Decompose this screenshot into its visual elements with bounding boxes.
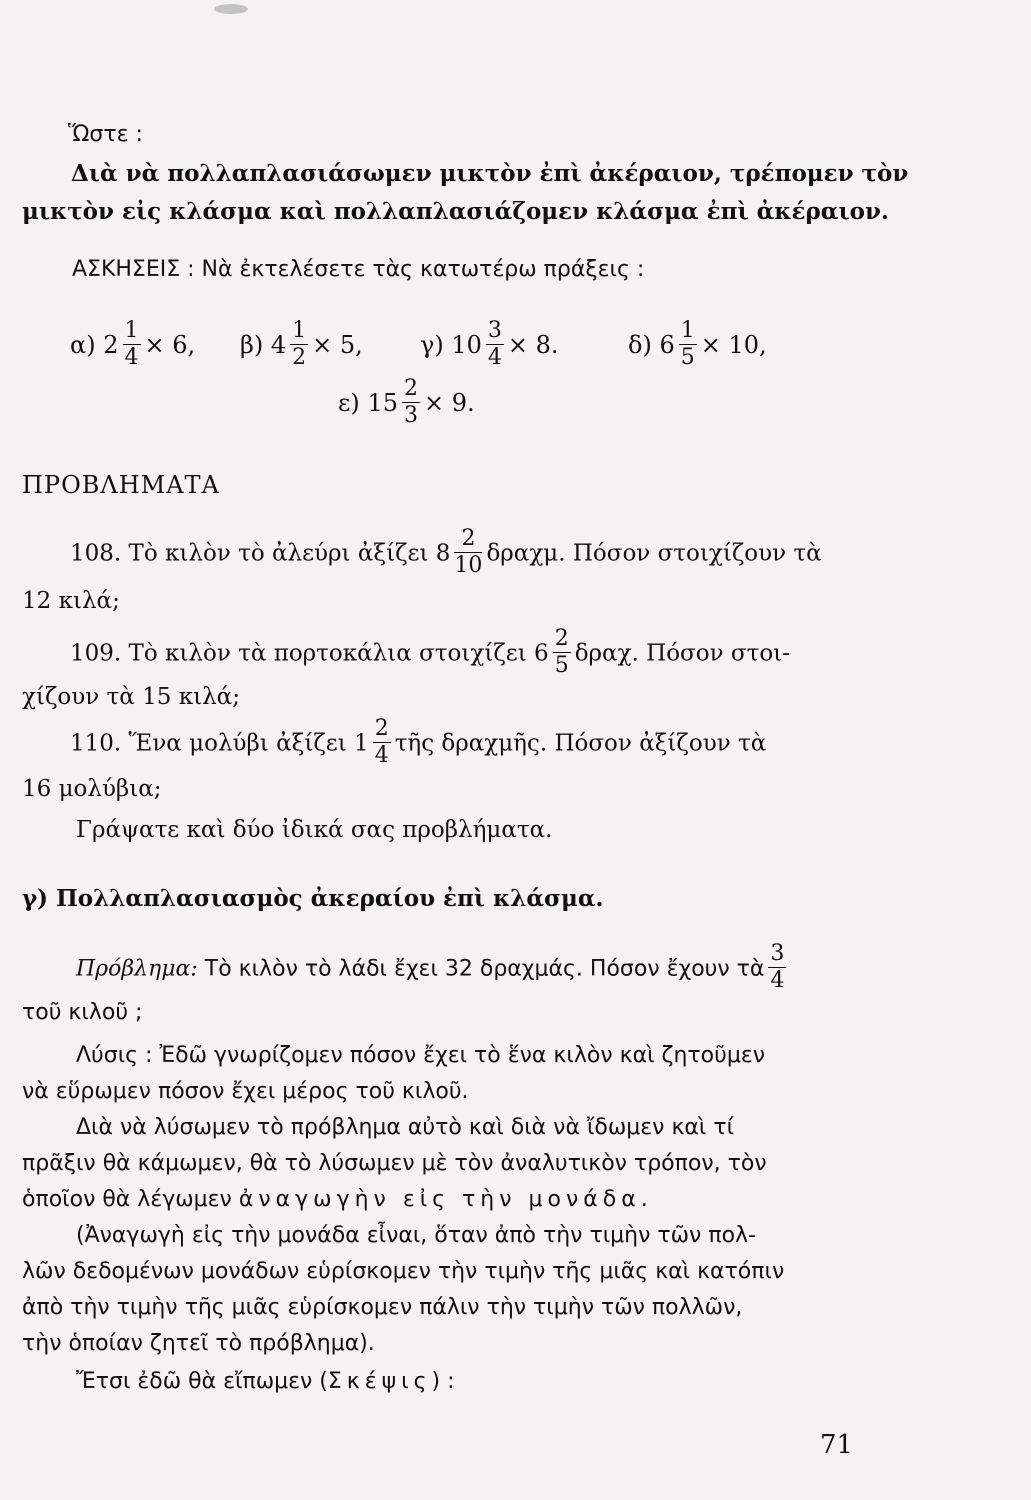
problem-text: δραχ. Πόσον στοι-	[574, 640, 790, 667]
spaced-term: Σκέψις	[327, 1369, 432, 1394]
exercise-item-a	[70, 318, 196, 371]
problem-text: 110. Ἕνα μολύβι ἀξίζει 1	[70, 730, 369, 757]
write-own-problems: Γράψατε καὶ δύο ἰδικά σας προβλήματα.	[76, 817, 553, 843]
item-label: γ)	[420, 331, 444, 359]
problem-fraction	[553, 628, 571, 677]
item-fraction	[123, 320, 141, 369]
problem-fraction	[768, 943, 786, 992]
item-whole: 4	[270, 331, 287, 359]
item-label: α)	[70, 331, 96, 359]
fraction-numerator: 3	[770, 941, 785, 966]
solution-text: ) :	[431, 1369, 455, 1394]
rule-line-1: Διὰ νὰ πολλαπλασιάσωμεν μικτὸν ἐπὶ ἀκέραιον, τρέπομεν τὸν	[71, 160, 909, 187]
exercise-item-d	[628, 318, 767, 371]
fraction-numerator: 3	[487, 318, 502, 343]
item-label: β)	[240, 331, 264, 359]
fraction-numerator: 1	[124, 318, 139, 343]
fraction-numerator: 2	[403, 376, 418, 401]
fraction-denominator: 10	[454, 553, 483, 578]
exercises-line	[72, 257, 644, 282]
fraction-denominator: 2	[292, 345, 307, 370]
fraction-numerator: 1	[680, 318, 695, 343]
problem-text: δραχμ. Πόσον στοιχίζουν τὰ	[486, 540, 822, 567]
item-fraction	[486, 320, 504, 369]
fraction-numerator: 1	[292, 318, 307, 343]
fraction-denominator: 5	[554, 653, 569, 678]
item-rest: × 10,	[700, 331, 767, 359]
item-label: δ)	[628, 331, 652, 359]
solution-line-6: (Ἀναγωγὴ εἰς τὴν μονάδα εἶναι, ὅταν ἀπὸ τὴν τιμὴν τῶν πολ-	[76, 1223, 756, 1248]
problem-109-line-1	[70, 626, 790, 679]
item-whole: 10	[451, 331, 482, 359]
fraction-denominator: 4	[374, 743, 389, 768]
problem-110-line-1	[70, 716, 767, 769]
solution-line-2: νὰ εὕρωμεν πόσον ἔχει μέρος τοῦ κιλοῦ.	[22, 1079, 469, 1104]
exercise-item-b	[240, 318, 363, 371]
solution-line-8: ἀπὸ τὴν τιμὴν τῆς μιᾶς εὑρίσκομεν πάλιν τὴν τιμὴν τῶν πολλῶν,	[22, 1295, 743, 1320]
fraction-denominator: 4	[487, 345, 502, 370]
fraction-numerator: 2	[374, 716, 389, 741]
solution-line-4: πρᾶξιν θὰ κάμωμεν, θὰ τὸ λύσωμεν μὲ τὸν ἀναλυτικὸν τρόπον, τὸν	[22, 1151, 767, 1176]
exercises-instruction: Νὰ ἐκτελέσετε τὰς κατωτέρω πράξεις :	[201, 257, 645, 282]
exercises-label: ΑΣΚΗΣΕΙΣ :	[72, 257, 195, 282]
section-title: γ) Πολλαπλασιασμὸς ἀκεραίου ἐπὶ κλάσμα.	[22, 885, 604, 912]
item-whole: 15	[367, 389, 398, 417]
fraction-denominator: 4	[124, 345, 139, 370]
problem-text: 108. Τὸ κιλὸν τὸ ἀλεύρι ἀξίζει 8	[70, 540, 451, 567]
page-number: 71	[820, 1430, 854, 1460]
fraction-denominator: 4	[770, 968, 785, 993]
solution-line-3: Διὰ νὰ λύσωμεν τὸ πρόβλημα αὐτὸ καὶ διὰ νὰ ἴδωμεν καὶ τί	[76, 1115, 735, 1140]
problem-line-1	[76, 941, 790, 994]
solution-line-7: λῶν δεδομένων μονάδων εὑρίσκομεν τὴν τιμὴν τῆς μιᾶς καὶ κατόπιν	[22, 1259, 785, 1284]
ink-smudge	[214, 4, 248, 14]
item-whole: 6	[659, 331, 675, 359]
item-rest: × 6,	[144, 331, 196, 359]
solution-line-9: τὴν ὁποίαν ζητεῖ τὸ πρόβλημα).	[22, 1331, 375, 1356]
item-whole: 2	[103, 331, 119, 359]
exercise-item-c	[420, 318, 559, 371]
wste-label: Ὥστε :	[68, 122, 143, 147]
problem-text: 109. Τὸ κιλὸν τὰ πορτοκάλια στοιχίζει 6	[70, 640, 549, 667]
problem-109-line-2: χίζουν τὰ 15 κιλά;	[22, 684, 240, 710]
problem-text: τῆς δραχμῆς. Πόσον ἀξίζουν τὰ	[394, 730, 767, 757]
solution-line-10	[76, 1369, 455, 1394]
item-rest: × 8.	[507, 331, 559, 359]
solution-text: ὁποῖον θὰ λέγωμεν	[22, 1187, 232, 1212]
spaced-term: ἀναγωγὴν εἰς τὴν μονάδα.	[238, 1187, 653, 1212]
item-fraction	[679, 320, 697, 369]
fraction-numerator: 2	[554, 626, 569, 651]
problem-110-line-2: 16 μολύβια;	[22, 776, 162, 802]
problem-text: Τὸ κιλὸν τὸ λάδι ἔχει 32 δραχμάς. Πόσον ἔχουν τὰ	[204, 956, 765, 982]
solution-line-5	[22, 1187, 653, 1212]
item-rest: × 5,	[312, 331, 363, 359]
exercise-item-e	[338, 376, 475, 429]
item-fraction	[402, 378, 420, 427]
item-label: ε)	[338, 389, 360, 417]
fraction-denominator: 5	[680, 345, 695, 370]
fraction-numerator: 2	[454, 528, 482, 553]
solution-line-1: Λύσις : Ἐδῶ γνωρίζομεν πόσον ἔχει τὸ ἕνα κιλὸν καὶ ζητοῦμεν	[76, 1043, 766, 1068]
fraction-denominator: 3	[403, 403, 418, 428]
problem-line-2: τοῦ κιλοῦ ;	[22, 1000, 143, 1025]
problem-fraction	[454, 528, 482, 577]
problem-fraction	[373, 718, 391, 767]
problem-label: Πρόβλημα:	[76, 956, 198, 982]
item-fraction	[290, 320, 308, 369]
problem-108-line-1	[70, 526, 822, 579]
rule-line-2: μικτὸν εἰς κλάσμα καὶ πολλαπλασιάζομεν κλάσμα ἐπὶ ἀκέραιον.	[22, 198, 889, 225]
solution-text: Ἔτσι ἐδῶ θὰ εἴπωμεν (	[76, 1369, 328, 1394]
item-rest: × 9.	[423, 389, 475, 417]
problems-heading: ΠΡΟΒΛΗΜΑΤΑ	[22, 471, 220, 499]
problem-108-line-2: 12 κιλά;	[22, 588, 120, 614]
